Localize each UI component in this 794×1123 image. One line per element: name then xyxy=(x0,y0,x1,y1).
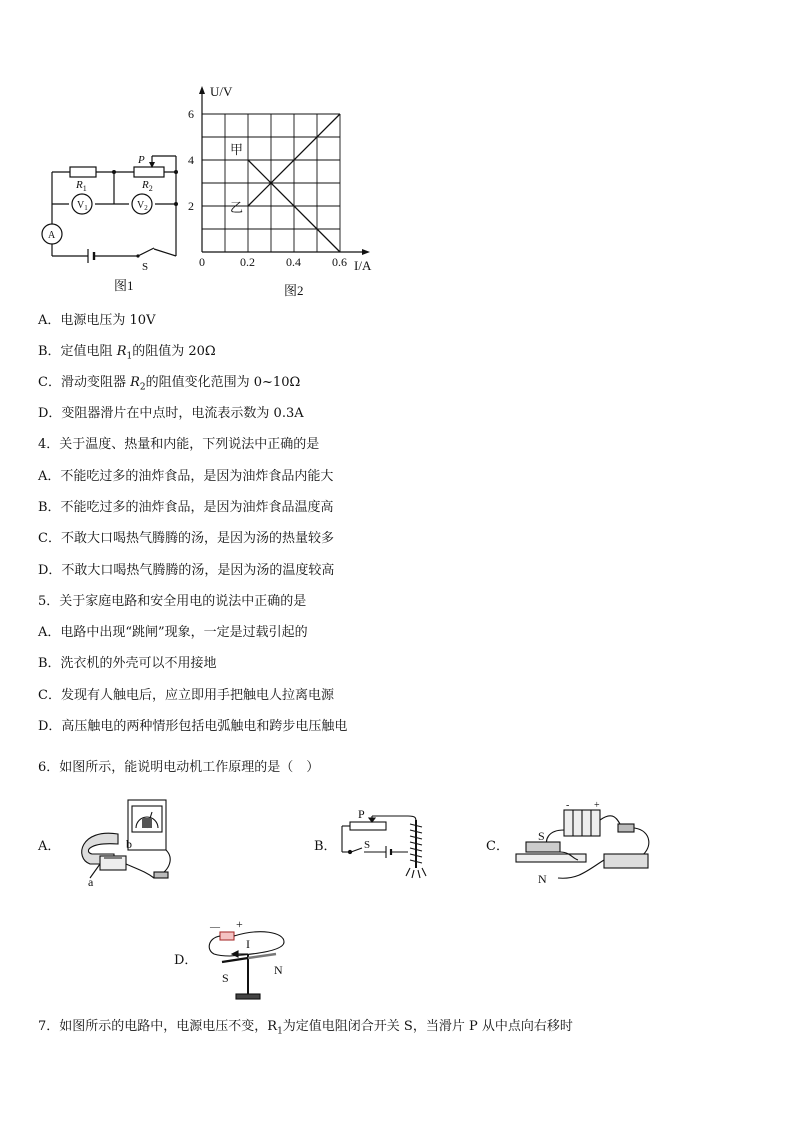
fig-c-label-n: N xyxy=(538,872,547,886)
svg-text:R2: $R_2$ xyxy=(142,179,153,193)
r2-label: R xyxy=(142,179,149,191)
line-jia-label: 甲 xyxy=(230,142,244,157)
q6-choice-c-label: C． xyxy=(486,839,509,854)
q3-option-d: D．变阻器滑片在中点时，电流表示数为 0.3A xyxy=(38,406,304,421)
q4-option-c: C．不敢大口喝热气腾腾的汤，是因为汤的热量较多 xyxy=(38,531,334,546)
fig-d-label-minus: — xyxy=(210,922,220,933)
x-tick-label: 0.2 xyxy=(240,255,255,269)
q6-choice-a-label: A． xyxy=(38,839,61,854)
q3-option-c: C．滑动变阻器 $R_2$的阻值变化范围为 0~10Ω xyxy=(38,375,301,393)
fig-d-label-n: N xyxy=(274,963,283,977)
origin-label: 0 xyxy=(199,255,205,269)
q5-option-b: B．洗衣机的外壳可以不用接地 xyxy=(38,656,217,671)
slider-p-label: P xyxy=(138,154,145,166)
q7-stem: 7．如图所示的电路中，电源电压不变，$R_1$为定值电阻闭合开关 S，当滑片 P 从中点向右移时 xyxy=(38,1019,573,1037)
fig-c-label-minus: - xyxy=(566,800,570,811)
fig-d-label-i: I xyxy=(246,937,250,951)
svg-text:V1: $V_1$ xyxy=(77,200,88,212)
q6-stem: 6．如图所示，能说明电动机工作原理的是（ ） xyxy=(38,760,320,775)
ammeter-label: A xyxy=(48,230,56,241)
figure-1-caption: 图1 xyxy=(114,278,134,293)
y-tick-label: 2 xyxy=(188,199,194,213)
q3-option-b: B．定值电阻 $R_1$的阻值为 20Ω xyxy=(38,344,216,362)
q4-stem: 4．关于温度、热量和内能，下列说法中正确的是 xyxy=(38,437,320,452)
y-tick-label: 6 xyxy=(188,107,194,121)
svg-text:R1: $R_1$ xyxy=(76,179,87,193)
fig-b-label-p: P xyxy=(358,807,365,821)
q5-stem: 5．关于家庭电路和安全用电的说法中正确的是 xyxy=(38,594,307,609)
y-axis-label: U/V xyxy=(210,84,233,99)
fig-d-label-s: S xyxy=(222,971,229,985)
svg-text:V2: $V_2$ xyxy=(137,200,148,212)
q3-option-a: A．电源电压为 10V xyxy=(38,313,156,328)
q5-option-d: D．高压触电的两种情形包括电弧触电和跨步电压触电 xyxy=(38,719,348,734)
resistor-r1 xyxy=(70,167,96,177)
q6-choice-d-label: D． xyxy=(174,953,198,968)
r1-label: R xyxy=(76,179,83,191)
resistor-r2 xyxy=(134,167,164,177)
q5-option-a: A．电路中出现“跳闸”现象，一定是过载引起的 xyxy=(38,625,308,640)
q6-figure-c xyxy=(508,800,658,890)
q4-option-b: B．不能吃过多的油炸食品，是因为油炸食品温度高 xyxy=(38,500,334,515)
q6-choice-b-label: B． xyxy=(314,839,337,854)
x-tick-label: 0.6 xyxy=(332,255,347,269)
q4-option-d: D．不敢大口喝热气腾腾的汤，是因为汤的温度较高 xyxy=(38,563,335,578)
fig-d-label-plus: + xyxy=(236,917,243,931)
x-axis-label: I/A xyxy=(354,258,372,273)
fig-c-label-plus: + xyxy=(594,800,600,811)
q6-figure-d xyxy=(200,914,300,1004)
figure-2-caption: 图2 xyxy=(284,283,304,298)
x-tick-label: 0.4 xyxy=(286,255,301,269)
q5-option-c: C．发现有人触电后，应立即用手把触电人拉离电源 xyxy=(38,688,334,703)
v2-label: V xyxy=(137,200,145,211)
fig-a-label-b: b xyxy=(126,837,132,851)
line-yi-label: 乙 xyxy=(230,200,244,215)
q4-option-a: A．不能吃过多的油炸食品，是因为油炸食品内能大 xyxy=(38,469,334,484)
x-axis-arrow xyxy=(362,249,370,255)
figure-1-circuit xyxy=(38,148,188,298)
y-axis-arrow xyxy=(199,86,205,94)
fig-a-label-a: a xyxy=(88,875,94,889)
figure-2-chart xyxy=(180,80,380,300)
v1-label: V xyxy=(77,200,85,211)
y-tick-label: 4 xyxy=(188,153,194,167)
fig-b-label-s: S xyxy=(364,839,371,851)
switch-label: S xyxy=(142,261,149,273)
q6-figure-a xyxy=(70,798,180,890)
fig-c-label-s: S xyxy=(538,829,545,843)
q6-figure-b xyxy=(338,806,438,884)
